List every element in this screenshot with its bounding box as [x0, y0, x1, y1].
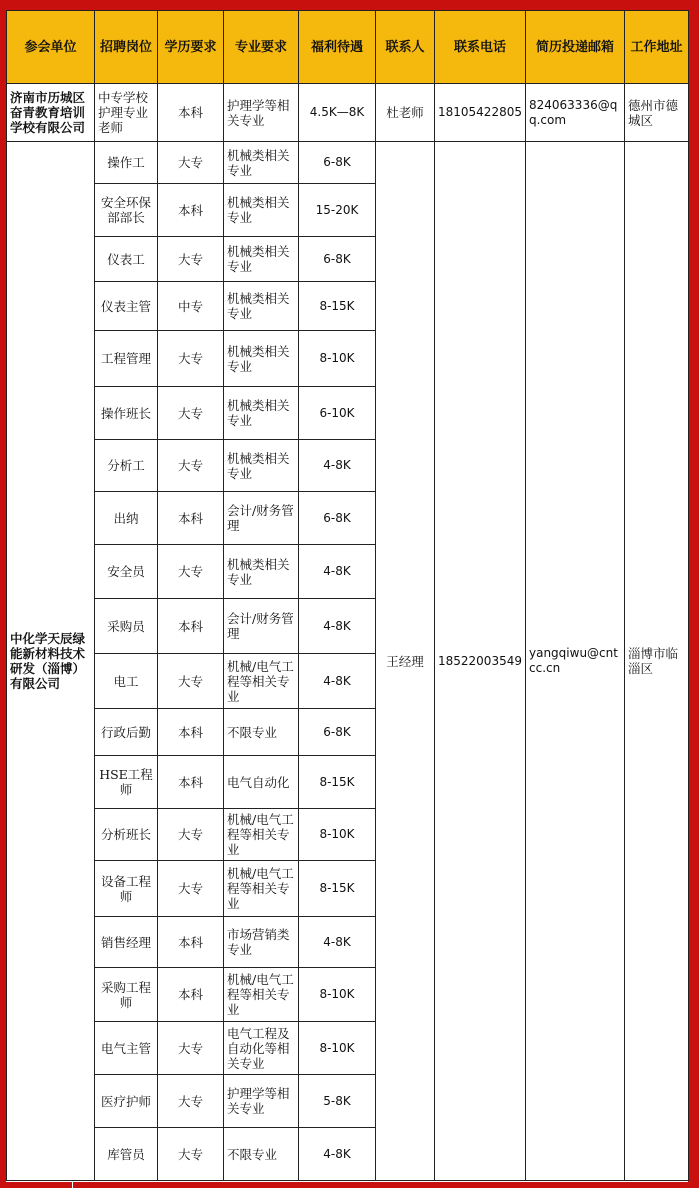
- header-salary: 福利待遇: [299, 11, 376, 84]
- education-cell: 大专: [158, 1075, 224, 1128]
- salary-cell: 8-10K: [299, 809, 376, 861]
- salary-cell: 8-15K: [299, 756, 376, 809]
- position-cell: HSE工程师: [95, 756, 158, 809]
- major-cell: 机械类相关专业: [224, 387, 299, 440]
- header-position: 招聘岗位: [95, 11, 158, 84]
- education-cell: 大专: [158, 809, 224, 861]
- salary-cell: 15-20K: [299, 184, 376, 237]
- salary-cell: 6-8K: [299, 142, 376, 184]
- education-cell: 大专: [158, 237, 224, 282]
- position-cell: 医疗护师: [95, 1075, 158, 1128]
- position-cell: 操作工: [95, 142, 158, 184]
- page-edge-mark: [72, 1182, 73, 1188]
- recruitment-table: [6, 10, 689, 1181]
- salary-cell: 6-8K: [299, 237, 376, 282]
- education-cell: 本科: [158, 917, 224, 968]
- header-major: 专业要求: [224, 11, 299, 84]
- major-cell: 不限专业: [224, 1128, 299, 1181]
- major-cell: 机械类相关专业: [224, 545, 299, 599]
- address-cell: 淄博市临淄区: [625, 142, 689, 1181]
- position-cell: 分析班长: [95, 809, 158, 861]
- major-cell: 护理学等相关专业: [224, 84, 299, 142]
- salary-cell: 4-8K: [299, 917, 376, 968]
- education-cell: 本科: [158, 184, 224, 237]
- position-cell: 采购员: [95, 599, 158, 654]
- education-cell: 大专: [158, 1128, 224, 1181]
- major-cell: 机械类相关专业: [224, 331, 299, 387]
- company-name: 济南市历城区奋青教育培训学校有限公司: [7, 84, 95, 142]
- position-cell: 操作班长: [95, 387, 158, 440]
- header-contact: 联系人: [376, 11, 435, 84]
- header-address: 工作地址: [625, 11, 689, 84]
- header-email: 简历投递邮箱: [526, 11, 625, 84]
- major-cell: 护理学等相关专业: [224, 1075, 299, 1128]
- salary-cell: 6-10K: [299, 387, 376, 440]
- header-education: 学历要求: [158, 11, 224, 84]
- education-cell: 大专: [158, 545, 224, 599]
- company-name: 中化学天辰绿能新材料技术研发（淄博）有限公司: [7, 142, 95, 1181]
- salary-cell: 6-8K: [299, 709, 376, 756]
- education-cell: 大专: [158, 331, 224, 387]
- position-cell: 设备工程师: [95, 861, 158, 917]
- education-cell: 大专: [158, 440, 224, 492]
- salary-cell: 8-10K: [299, 1022, 376, 1075]
- salary-cell: 8-15K: [299, 282, 376, 331]
- header-phone: 联系电话: [435, 11, 526, 84]
- position-cell: 采购工程师: [95, 968, 158, 1022]
- position-cell: 中专学校护理专业老师: [95, 84, 158, 142]
- major-cell: 机械类相关专业: [224, 142, 299, 184]
- major-cell: 机械类相关专业: [224, 237, 299, 282]
- salary-cell: 8-10K: [299, 331, 376, 387]
- education-cell: 大专: [158, 387, 224, 440]
- position-cell: 出纳: [95, 492, 158, 545]
- salary-cell: 4-8K: [299, 440, 376, 492]
- address-cell: 德州市德城区: [625, 84, 689, 142]
- education-cell: 大专: [158, 1022, 224, 1075]
- position-cell: 仪表工: [95, 237, 158, 282]
- position-cell: 电工: [95, 654, 158, 709]
- position-cell: 分析工: [95, 440, 158, 492]
- major-cell: 电气工程及自动化等相关专业: [224, 1022, 299, 1075]
- header-company: 参会单位: [7, 11, 95, 84]
- position-cell: 库管员: [95, 1128, 158, 1181]
- major-cell: 机械类相关专业: [224, 440, 299, 492]
- education-cell: 本科: [158, 599, 224, 654]
- major-cell: 不限专业: [224, 709, 299, 756]
- email-cell: 824063336@qq.com: [526, 84, 625, 142]
- salary-cell: 6-8K: [299, 492, 376, 545]
- position-cell: 行政后勤: [95, 709, 158, 756]
- major-cell: 机械/电气工程等相关专业: [224, 654, 299, 709]
- position-cell: 工程管理: [95, 331, 158, 387]
- phone-cell: 18105422805: [435, 84, 526, 142]
- major-cell: 市场营销类专业: [224, 917, 299, 968]
- major-cell: 机械/电气工程等相关专业: [224, 861, 299, 917]
- contact-cell: 杜老师: [376, 84, 435, 142]
- phone-cell: 18522003549: [435, 142, 526, 1181]
- salary-cell: 4.5K—8K: [299, 84, 376, 142]
- position-cell: 电气主管: [95, 1022, 158, 1075]
- salary-cell: 4-8K: [299, 654, 376, 709]
- major-cell: 会计/财务管理: [224, 492, 299, 545]
- major-cell: 机械/电气工程等相关专业: [224, 809, 299, 861]
- education-cell: 大专: [158, 142, 224, 184]
- education-cell: 本科: [158, 492, 224, 545]
- education-cell: 大专: [158, 861, 224, 917]
- major-cell: 会计/财务管理: [224, 599, 299, 654]
- education-cell: 本科: [158, 756, 224, 809]
- salary-cell: 4-8K: [299, 545, 376, 599]
- major-cell: 机械类相关专业: [224, 184, 299, 237]
- education-cell: 中专: [158, 282, 224, 331]
- email-cell: yangqiwu@cntcc.cn: [526, 142, 625, 1181]
- salary-cell: 4-8K: [299, 1128, 376, 1181]
- major-cell: 电气自动化: [224, 756, 299, 809]
- header-row: [7, 11, 689, 84]
- contact-cell: 王经理: [376, 142, 435, 1181]
- position-cell: 安全员: [95, 545, 158, 599]
- position-cell: 安全环保部部长: [95, 184, 158, 237]
- major-cell: 机械类相关专业: [224, 282, 299, 331]
- salary-cell: 4-8K: [299, 599, 376, 654]
- position-cell: 销售经理: [95, 917, 158, 968]
- salary-cell: 5-8K: [299, 1075, 376, 1128]
- position-cell: 仪表主管: [95, 282, 158, 331]
- education-cell: 本科: [158, 709, 224, 756]
- education-cell: 大专: [158, 654, 224, 709]
- table-row: [7, 142, 689, 184]
- major-cell: 机械/电气工程等相关专业: [224, 968, 299, 1022]
- salary-cell: 8-10K: [299, 968, 376, 1022]
- table-row: [7, 84, 689, 142]
- salary-cell: 8-15K: [299, 861, 376, 917]
- recruitment-table-frame: [6, 10, 688, 1182]
- education-cell: 本科: [158, 968, 224, 1022]
- education-cell: 本科: [158, 84, 224, 142]
